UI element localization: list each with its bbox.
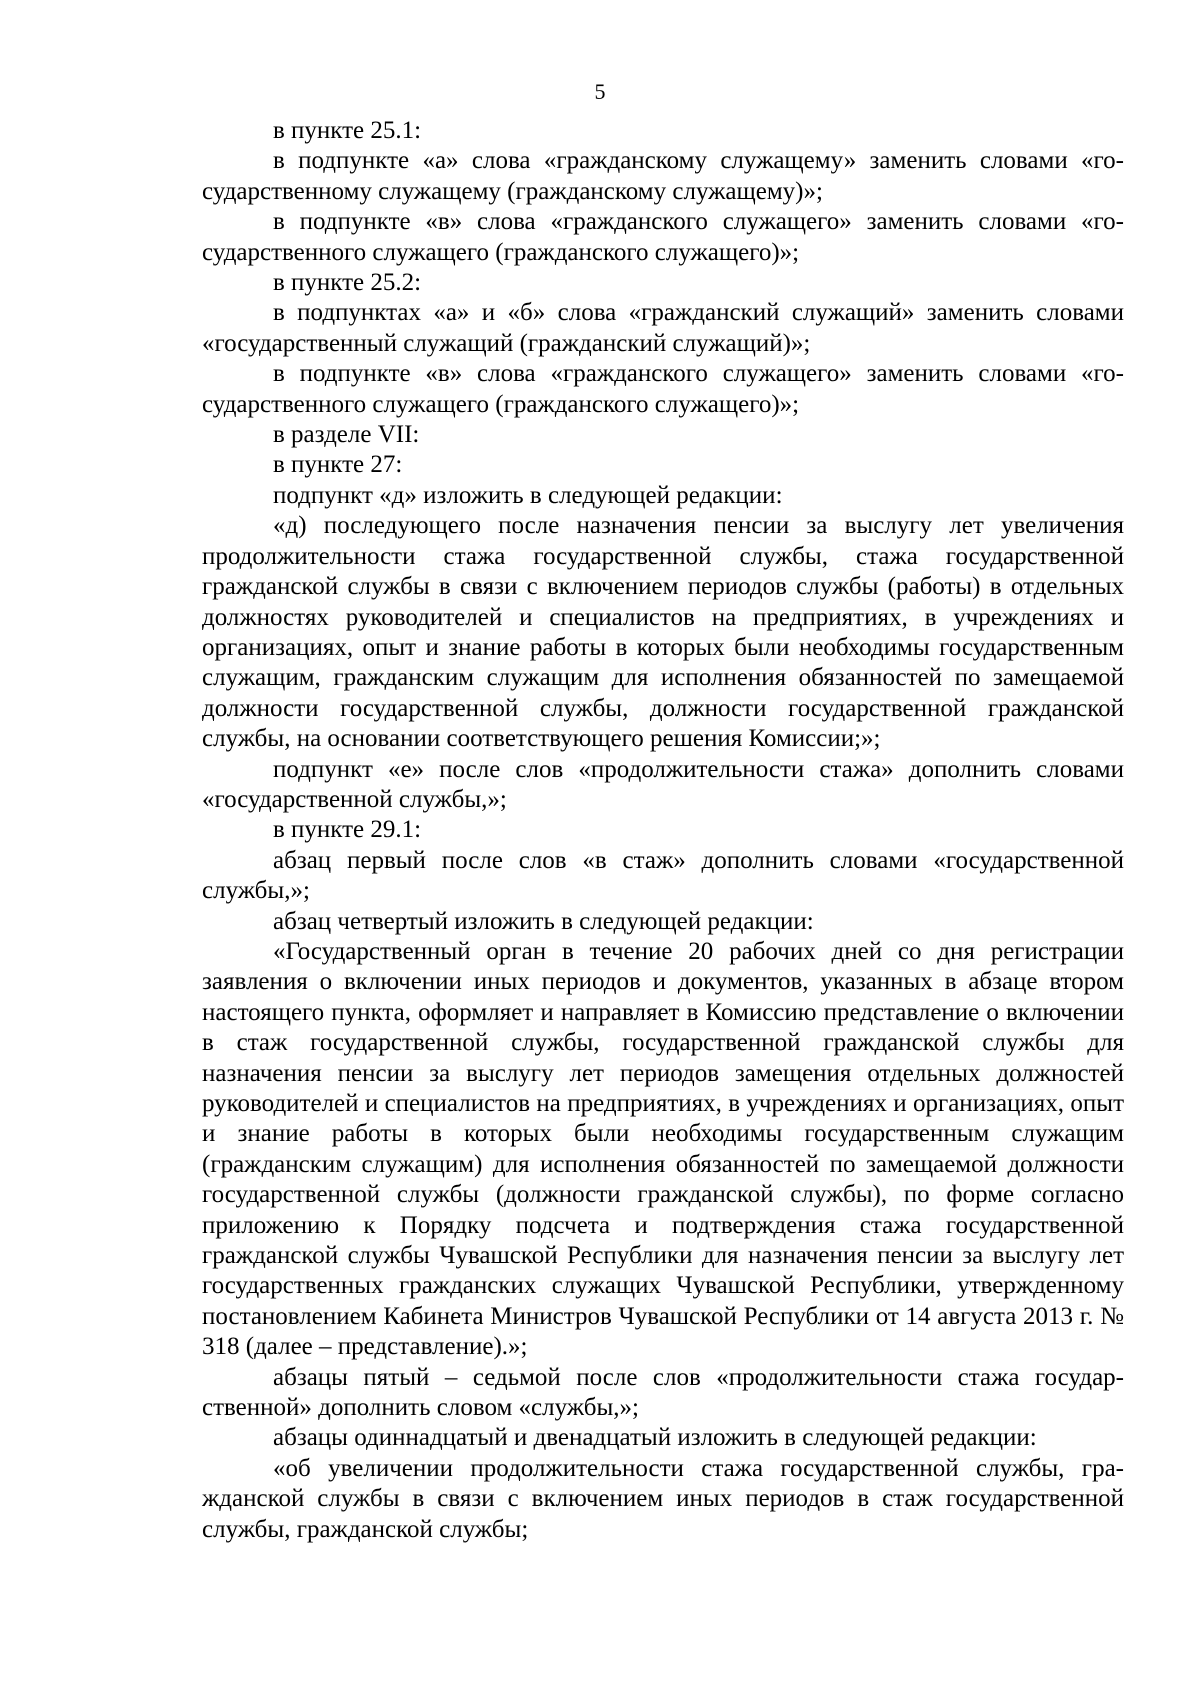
paragraph: «Государственный орган в течение 20 рабочих дней со дня регистрации заявления о включении иных периодов и документов, указанных в абзаце втором настоящего пункта, оформляет и направляет в Комиссию представление о включении в стаж государственной службы, государственной гражданской службы для назначения пенсии за выслугу лет периодов замещения отдельных должностей руководителей и специалистов на предприятиях, в учреждениях и организациях, опыт и знание работы в которых были необходимы государственным служащим (гражданским служащим) для исполнения обязанностей по замещаемой должности государственной службы (должности гражданской службы), по форме согласно приложению к Порядку подсчета и подтверждения стажа государственной гражданской службы Чувашской Республики для назначения пенсии за выслугу лет государственных гражданских служащих Чувашской Республики, утвержденному постановлением Кабинета Министров Чувашской Республики от 14 августа 2013 г. № 318 (далее – представление).»; bbox=[202, 937, 1124, 1361]
paragraph: подпункт «е» после слов «продолжительности стажа» дополнить словами «государственной службы,»; bbox=[202, 755, 1124, 813]
paragraph: в пункте 25.1: bbox=[273, 117, 422, 144]
paragraph: «д) последующего после назначения пенсии за выслугу лет увеличения продолжительности стажа государственной службы, стажа государственной гражданской службы в связи с включением периодов службы (работы) в отдельных должностях руководителей и специалистов на предприятиях, в учреждениях и организациях, опыт и знание работы в которых были необходимы государственным служащим, гражданским служащим для исполнения обязанностей по замещаемой должности государственной службы, должности государственной гражданской службы, на основании соответствующего решения Комиссии;»; bbox=[202, 512, 1124, 753]
paragraph: абзацы одиннадцатый и двенадцатый изложить в следующей редакции: bbox=[273, 1424, 1037, 1452]
paragraph: в подпунктах «а» и «б» слова «гражданский служащий» заменить словами «государственный служащий (гражданский служащий)»; bbox=[202, 299, 1124, 357]
paragraph: абзацы пятый – седьмой после слов «продолжительности стажа государственной» дополнить словом «службы,»; bbox=[202, 1363, 1124, 1422]
paragraph: в подпункте «в» слова «гражданского служащего» заменить словами «государственного служащего (гражданского служащего)»; bbox=[202, 360, 1124, 418]
paragraph: в пункте 29.1: bbox=[273, 816, 422, 844]
paragraph: в подпункте «в» слова «гражданского служащего» заменить словами «государственного служащего (гражданского служащего)»; bbox=[202, 208, 1124, 266]
paragraph: подпункт «д» изложить в следующей редакции: bbox=[273, 481, 783, 509]
paragraph: «об увеличении продолжительности стажа государственной службы, гражданской службы в связи с включением иных периодов в стаж государственной службы, гражданской службы; bbox=[202, 1454, 1124, 1543]
paragraph: абзац четвертый изложить в следующей редакции: bbox=[273, 907, 814, 935]
paragraph: абзац первый после слов «в стаж» дополнить словами «государственной службы,»; bbox=[202, 846, 1124, 905]
paragraph: в пункте 25.2: bbox=[273, 269, 422, 297]
page-number: 5 bbox=[594, 79, 606, 104]
document-body bbox=[202, 116, 1124, 1545]
paragraph: в разделе VII: bbox=[273, 421, 420, 449]
paragraph: в пункте 27: bbox=[273, 451, 403, 479]
paragraph: в подпункте «а» слова «гражданскому служащему» заменить словами «государственному служащему (гражданскому служащему)»; bbox=[202, 147, 1124, 205]
